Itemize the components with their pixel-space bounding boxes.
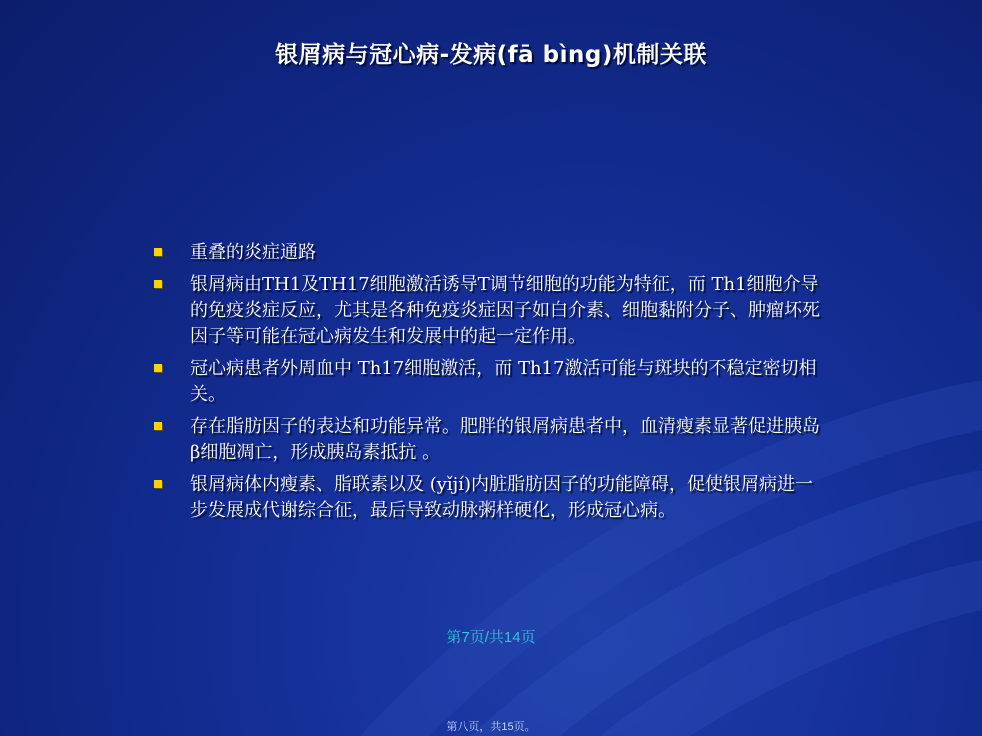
bullet-square-icon [154, 422, 162, 430]
bullet-item [150, 414, 830, 466]
bullet-list [150, 240, 830, 530]
bullet-text: 重叠的炎症通路 [190, 242, 316, 263]
bullet-item [150, 240, 830, 266]
bullet-square-icon [154, 248, 162, 256]
bullet-text: 银屑病体内瘦素、脂联素以及 (yǐjí)内脏脂肪因子的功能障碍，促使银屑病进一步发展成代谢综合征，最后导致动脉粥样硬化，形成冠心病。 [190, 474, 814, 521]
bullet-text: 冠心病患者外周血中 Th17细胞激活，而 Th17激活可能与斑块的不稳定密切相关。 [190, 358, 817, 405]
slide-title: 银屑病与冠心病-发病(fā bìng)机制关联 [275, 42, 707, 68]
bullet-square-icon [154, 480, 162, 488]
bullet-item [150, 356, 830, 408]
bullet-text: 存在脂肪因子的表达和功能异常。肥胖的银屑病患者中，血清瘦素显著促进胰岛β细胞凋亡，形成胰岛素抵抗 。 [190, 416, 820, 463]
page-footer: 第八页，共15页。 [446, 721, 536, 733]
bullet-text: 银屑病由TH1及TH17细胞激活诱导T调节细胞的功能为特征，而 Th1细胞介导的免疫炎症反应，尤其是各种免疫炎症因子如白介素、细胞黏附分子、肿瘤坏死因子等可能在冠心病发生和发展中的起一定作用。 [190, 274, 820, 347]
bullet-item [150, 472, 830, 524]
bullet-square-icon [154, 364, 162, 372]
bullet-item [150, 272, 830, 350]
bullet-square-icon [154, 280, 162, 288]
page-indicator: 第7页/共14页 [446, 629, 536, 646]
